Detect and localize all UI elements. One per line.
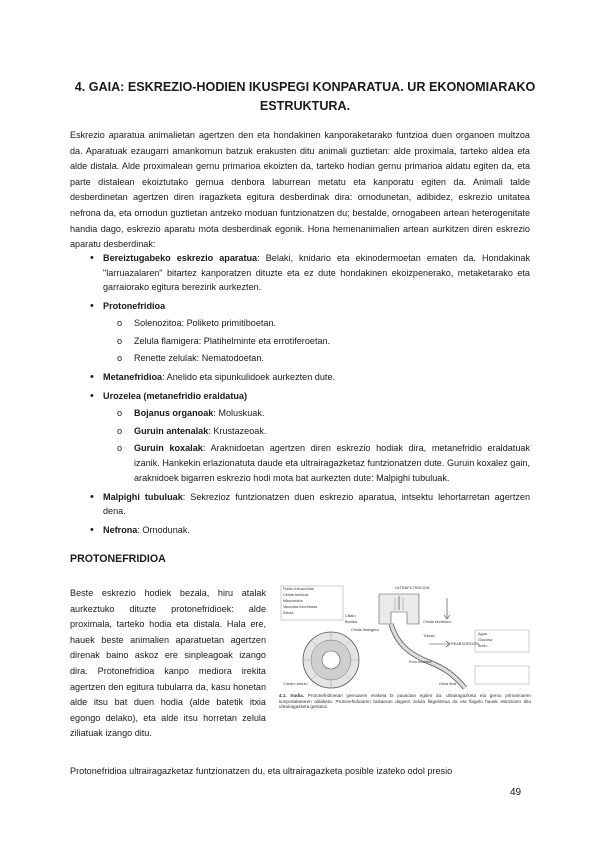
figure-label: ULTRAFILTRACION: [395, 586, 430, 590]
figure-label: Ciliatu: [345, 614, 356, 618]
chapter-title: 4. GAIA: ESKREZIO-HODIEN IKUSPEGI KONPARATUA. UR EKONOMIARAKO ESTRUKTURA.: [74, 80, 536, 113]
sub-list-item: o Guruin antenalak: Krustazeoak.: [103, 424, 530, 439]
figure-label: Poro excretor: [409, 660, 432, 664]
figure-label: Orina final: [439, 682, 457, 686]
figure-label: Bomba: [345, 620, 358, 624]
list-item: [70, 523, 530, 538]
excretory-types-list: [70, 251, 530, 542]
sub-list: [103, 316, 530, 366]
legend-box: [475, 666, 529, 684]
list-item: [70, 299, 530, 366]
sub-list-item: o Guruin koxalak: Araknidoetan agertzen diren eskrezio hodiak dira, metanefridio eraldatuak izanik. Hankekin erlazionatuta daude eta ultrairagazketaz funtzionatzen dute. Guruin koxalez gain, araknidoek bigarren eskrezio hodi mota bat aurkezten dute: Malpighi tubuluak.: [103, 441, 530, 485]
figure-label: Cuerpo sáculo: [283, 682, 308, 686]
figure-label: Vacuolas excretoras: [283, 605, 318, 609]
list-item-text: : Ornodunak.: [137, 525, 190, 536]
figure-label: Fluido extracelular: [283, 587, 315, 591]
intro-paragraph: Eskrezio aparatua animalietan agertzen den eta hondakinen kanporaketarako funtzioa duen organoen multzoa da. Aparatuak ezaugarri amankomun batzuk erakusten ditu animali guztietan: alde proximala, tarteko aldea eta alde distala. Alde proximalean gernu primarioa ekoizten da, tarteko hodian gernu primarioa aldatu egiten da, eta parte distalean ekoiztutako gernua denbora laburrean metatu eta kanporatu egiten da. Animali talde desberdinetan agertzen diren iragazketa egitura desberdinak dira: ornodunetan, adibidez, eskrezio unitatea nefrona da, eta ornodun guztietan antzeko moduan funtzionatzen du; bestalde, ornogabeen artean heterogenitate handia dago, eskrezio aparatu mota desberdinak egonik. Hona hemenanimalien artean aurkitzen diren eskrezio aparatu desberdinak:: [70, 130, 530, 250]
list-item-term: Bereiztugabeko eskrezio aparatua: [103, 253, 258, 263]
figure-caption-label: 4.1. Irudia.: [279, 693, 305, 698]
section-heading: PROTONEFRIDIOA: [70, 553, 166, 565]
tubule-lumen: [322, 651, 340, 669]
figure-label: Zelula: [283, 611, 294, 615]
sub-list-item: o Zelula flamigera: Platihelminte eta errotiferoetan.: [103, 334, 530, 349]
figure-caption-text: Protonefridioetan gernuaren eraketa bi pausotan egiten da: ultrairagazketa eta gernu primarioaren konposaketaren aldaketa. Protonefridioaren bukaeran dagoen zelula flagelotsua da eta flagelo hauek eskrizioen ditu ultrairagazketa gertatuz.: [279, 693, 531, 710]
sub-list-item: o Renette zelulak: Nematodoetan.: [103, 351, 530, 366]
sub-list-item: o Bojanus organoak: Moluskuak.: [103, 406, 530, 421]
figure-label: Célula secretora: [423, 620, 451, 624]
figure-label: Glucosa: [478, 638, 492, 642]
protonephridium-figure: [279, 584, 531, 734]
list-item-term: Metanefridioa: [103, 372, 163, 383]
figure-label: Célula terminal: [283, 593, 309, 597]
list-item: [70, 251, 530, 295]
figure-caption: [279, 693, 531, 710]
list-item-text: : Anelido eta sipunkulidoek aurkezten dute.: [162, 372, 336, 383]
figure-label: Mitocondria: [283, 599, 303, 603]
sub-list-item: o Solenozitoa: Poliketo primitiboetan.: [103, 316, 530, 331]
list-item-text: : Sekrezioz funtzionatzen duen eskrezio aparatua, intsektu lehortarretan agertzen dena.: [103, 491, 531, 517]
list-item-term: Nefrona: [103, 525, 138, 536]
list-item: [70, 389, 530, 485]
figure-label: Célula flamígera: [351, 628, 379, 632]
list-item: [70, 370, 530, 385]
figure-label: REABSORCIÓN: [451, 642, 480, 646]
protonephridium-paragraph: Beste eskrezio hodiek bezala, hiru atalak aurkeztuko dituzte protonefridioek: alde proximala, tarteko hodia eta distala. Hala ere, hauek beste animalien aparatuetan agertzen direnak baino askoz ere sinpleagoak izango dira. Protonefridioa kanpo mediora irekita agertzen den egitura tubularra da, kasu honetan alde itsu bat duen hodia (alde batetik itxia egongo delako), eta alde itsu horretan zelula ziliatuak izango ditu.: [70, 588, 266, 739]
list-item-text: : Belaki, knidario eta ekinodermoetan ematen da. Hondakinak "larruazalaren" bitartez kanporatzen dituzte eta ez dute hondakinen ekoizpenerako, metaketarako eta garraiorako egitura berezirik aurkezten.: [103, 253, 530, 293]
sub-list: [103, 406, 530, 485]
list-item-term: Malpighi tubuluak: [103, 491, 183, 502]
figure-label: Agua: [478, 632, 487, 636]
list-item-term: Protonefridioa: [103, 301, 166, 312]
figure-label: Túbulo: [423, 634, 435, 638]
continuation-paragraph: Protonefridioa ultrairagazketaz funtzionatzen du, eta ultrairagazketa posible izateko odol presio: [70, 766, 453, 776]
figure-label: Amin.: [478, 644, 488, 648]
page-number: 49: [510, 787, 522, 798]
protonephridium-illustration: [279, 584, 531, 692]
list-item: [70, 490, 530, 519]
list-item-term: Urozelea (metanefridio eraldatua): [103, 391, 248, 402]
